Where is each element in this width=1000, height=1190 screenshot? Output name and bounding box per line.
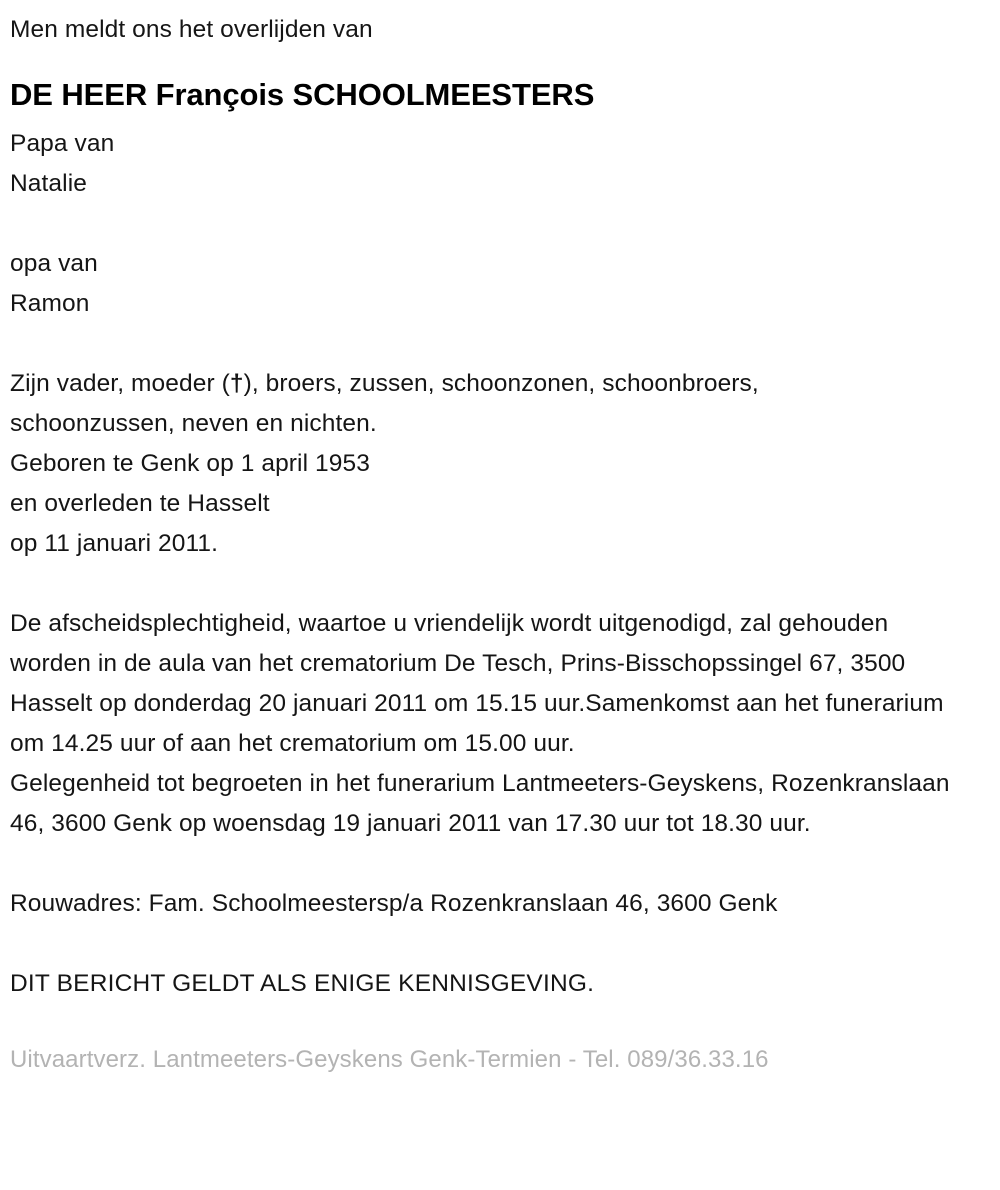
deceased-dagger-icon: †: [229, 370, 244, 397]
birth-details: Geboren te Genk op 1 april 1953: [10, 450, 370, 477]
family-spacer-1: [10, 204, 988, 244]
family-spacer-2: [10, 324, 988, 364]
ceremony-spacer: [10, 564, 988, 604]
grandchildren-names: Ramon: [10, 290, 90, 317]
relatives-prefix: Zijn vader, moeder (: [10, 370, 230, 397]
children-names: Natalie: [10, 170, 87, 197]
relatives-line-1: [10, 364, 988, 404]
notice-spacer: [10, 924, 988, 964]
mourning-spacer: [10, 844, 988, 884]
visitation-details: Gelegenheid tot begroeten in het funerarium Lantmeeters-Geyskens, Rozenkranslaan 46, 3600 Genk op woensdag 19 januari 2011 van 17.30 uur tot 18.30 uur.: [10, 770, 950, 837]
relatives-suffix: ), broers, zussen, schoonzonen, schoonbroers,: [243, 370, 759, 397]
single-notice-statement: DIT BERICHT GELDT ALS ENIGE KENNISGEVING.: [10, 970, 595, 997]
father-label: Papa van: [10, 130, 115, 157]
announcement-intro: Men meldt ons het overlijden van: [10, 16, 373, 43]
funeral-home-footer: Uitvaartverz. Lantmeeters-Geyskens Genk-Termien - Tel. 089/36.33.16: [10, 1046, 769, 1073]
mourning-address: Rouwadres: Fam. Schoolmeestersp/a Rozenkranslaan 46, 3600 Genk: [10, 890, 778, 917]
relatives-line-2: schoonzussen, neven en nichten.: [10, 410, 377, 437]
death-place: en overleden te Hasselt: [10, 490, 270, 517]
death-date: op 11 januari 2011.: [10, 530, 219, 557]
ceremony-details: De afscheidsplechtigheid, waartoe u vriendelijk wordt uitgenodigd, zal gehouden worden in de aula van het crematorium De Tesch, Prins-Bisschopssingel 67, 3500 Hasselt op donderdag 20 januari 2011 om 15.15 uur.Samenkomst aan het funerarium om 14.25 uur of aan het crematorium om 15.00 uur.: [10, 610, 944, 757]
deceased-name: DE HEER François SCHOOLMEESTERS: [10, 77, 595, 112]
grandfather-label: opa van: [10, 250, 98, 277]
